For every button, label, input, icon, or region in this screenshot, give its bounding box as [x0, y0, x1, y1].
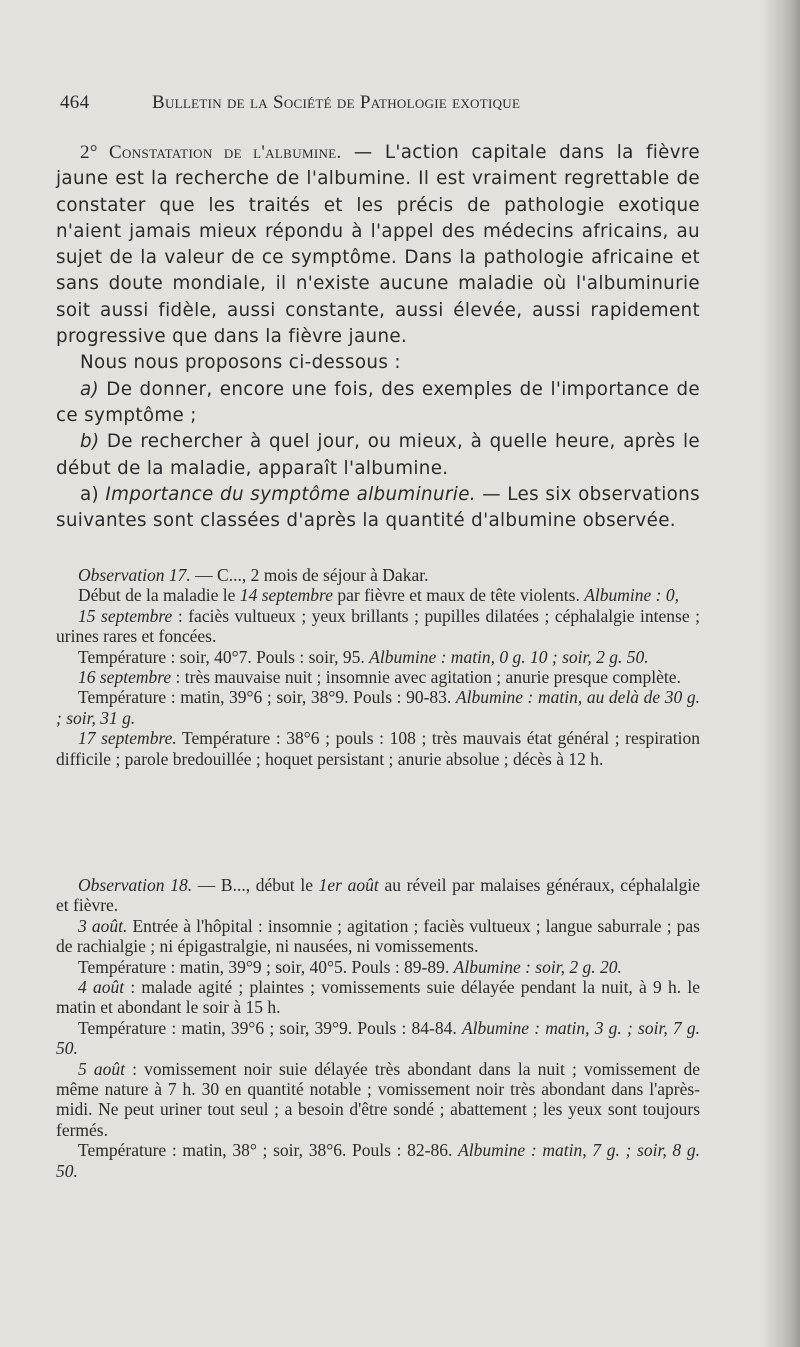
- obs17-line: Température : matin, 39°6 ; soir, 38°9. Pouls : 90-83. Albumine : matin, au delà de 30 g. ; soir, 31 g.: [56, 687, 700, 728]
- subsection-title: Importance du symptôme albuminurie.: [105, 483, 476, 505]
- running-title: Bulletin de la Société de Pathologie exotique: [152, 92, 521, 113]
- page-edge-shadow: [762, 0, 800, 1347]
- obs17-line: Début de la maladie le 14 septembre par fièvre et maux de tête violents. Albumine : 0,: [78, 585, 679, 606]
- obs18-line: 5 août : vomissement noir suie délayée très abondant dans la nuit ; vomissement de même nature à 7 h. 30 en quantité notable ; vomissement noir très abondant dans l'après-midi. Ne peut uriner tout seul ; a besoin d'être sondé ; abattement ; les yeux sont toujours fermés.: [56, 1058, 700, 1140]
- obs18-line: 3 août. Entrée à l'hôpital : insomnie ; agitation ; faciès vultueux ; langue saburrale ; pas de rachialgie ; ni épigastralgie, ni nausées, ni vomissements.: [56, 915, 700, 957]
- obs17-line: 16 septembre : très mauvaise nuit ; insomnie avec agitation ; anurie presque complète.: [78, 667, 681, 688]
- observation-label: Observation 17.: [78, 565, 191, 585]
- obs17-line: Température : soir, 40°7. Pouls : soir, 95. Albumine : matin, 0 g. 10 ; soir, 2 g. 50.: [78, 646, 649, 667]
- obs17-line: Observation 17. — C..., 2 mois de séjour à Dakar.: [78, 565, 429, 585]
- obs18-line: Température : matin, 39°6 ; soir, 39°9. Pouls : 84-84. Albumine : matin, 3 g. ; soir, 7 g. 50.: [56, 1017, 700, 1059]
- intro-paragraph-3: a) De donner, encore une fois, des exemples de l'importance de ce symptôme ;: [56, 378, 700, 426]
- obs18-line: Température : matin, 39°9 ; soir, 40°5. Pouls : 89-89. Albumine : soir, 2 g. 20.: [78, 956, 622, 977]
- obs17-line: 15 septembre : faciès vultueux ; yeux brillants ; pupilles dilatées ; céphalalgie intense ; urines rares et foncées.: [56, 605, 700, 647]
- intro-paragraph-1: 2° Constatation de l'albumine. — L'action capitale dans la fièvre jaune est la recherche de l'albumine. Il est vraiment regrettable de constater que les traités et les précis de pathologie exotique n'aient jamais mieux répondu à l'appel des médecins africains, au sujet de la valeur de ce symptôme. Dans la pathologie africaine et sans doute mondiale, il n'existe aucune maladie où l'albuminurie soit aussi fidèle, aussi constante, aussi élevée, aussi rapidement progressive que dans la fièvre jaune.: [56, 142, 700, 348]
- page-number: 464: [60, 92, 90, 113]
- intro-section: [56, 140, 700, 534]
- section-heading: 2° Constatation de l'albumine.: [80, 142, 342, 163]
- intro-paragraph-5: a) Importance du symptôme albuminurie. — Les six observations suivantes sont classées d'après la quantité d'albumine observée.: [56, 483, 700, 532]
- intro-paragraph-4: b) De rechercher à quel jour, ou mieux, à quelle heure, après le début de la maladie, apparaît l'albumine.: [56, 431, 700, 479]
- obs18-line: Température : matin, 38° ; soir, 38°6. Pouls : 82-86. Albumine : matin, 7 g. ; soir, 8 g. 50.: [56, 1140, 700, 1181]
- obs18-line: 4 août : malade agité ; plaintes ; vomissements suie délayée pendant la nuit, à 9 h. le matin et abondant le soir à 15 h.: [56, 977, 700, 1018]
- observation-17: [56, 565, 700, 769]
- observation-18: [56, 875, 700, 1181]
- intro-paragraph-2: Nous nous proposons ci-dessous :: [80, 352, 401, 374]
- obs17-line: 17 septembre. Température : 38°6 ; pouls : 108 ; très mauvais état général ; respiration difficile ; parole bredouillée ; hoquet persistant ; anurie absolue ; décès à 12 h.: [56, 728, 700, 769]
- obs18-line: Observation 18. — B..., début le 1er août au réveil par malaises généraux, céphalalgie et fièvre.: [56, 875, 700, 916]
- observation-label: Observation 18.: [78, 875, 193, 895]
